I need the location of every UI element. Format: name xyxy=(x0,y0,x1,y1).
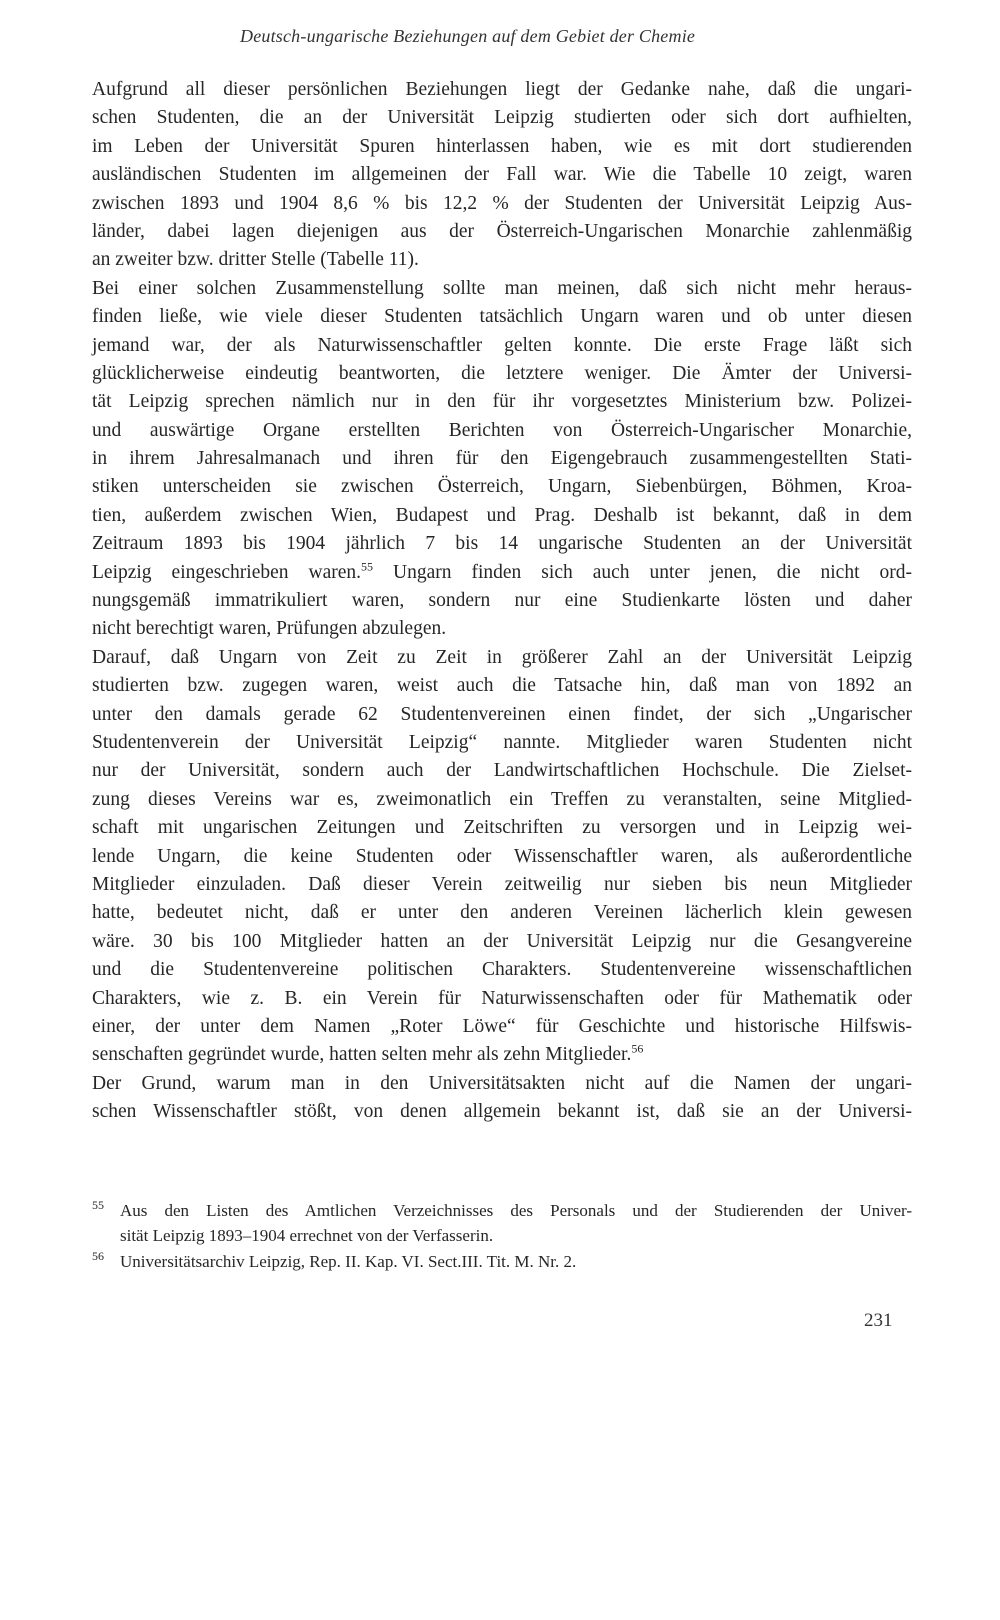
footnotes xyxy=(92,1198,912,1275)
footnote-reference-55: 55 xyxy=(361,559,374,574)
text-line-with-footnote xyxy=(92,559,912,587)
paragraph-3 xyxy=(92,644,912,1070)
text-line: schaft mit ungarischen Zeitungen und Zeitschriften zu versorgen und in Leipzig wei- xyxy=(92,817,912,839)
text-line: lende Ungarn, die keine Studenten oder Wissenschaftler waren, als außerordentliche xyxy=(92,845,912,867)
text-line: ausländischen Studenten im allgemeinen der Fall war. Wie die Tabelle 10 zeigt, waren xyxy=(92,164,912,186)
running-header: Deutsch-ungarische Beziehungen auf dem Gebiet der Chemie xyxy=(240,26,696,46)
paragraph-4 xyxy=(92,1070,912,1127)
body-text xyxy=(92,76,912,1126)
text-line: wäre. 30 bis 100 Mitglieder hatten an der Universität Leipzig nur die Gesangvereine xyxy=(92,930,912,952)
text-line: nungsgemäß immatrikuliert waren, sondern nur eine Studienkarte lösten und daher xyxy=(92,590,912,612)
text-line: in ihrem Jahresalmanach und ihren für den Eigengebrauch zusammengestellten Stati- xyxy=(92,448,912,470)
text-line: schen Wissenschaftler stößt, von denen allgemein bekannt ist, daß sie an der Universi- xyxy=(92,1101,912,1123)
text-line: unter den damals gerade 62 Studentenvereinen einen findet, der sich „Ungarischer xyxy=(92,703,912,725)
text-segment: senschaften gegründet wurde, hatten selten mehr als zehn Mitglieder. xyxy=(92,1044,632,1066)
footnote-56 xyxy=(92,1249,912,1274)
text-line: tät Leipzig sprechen nämlich nur in den für ihr vorgesetztes Ministerium bzw. Polizei- xyxy=(92,391,912,413)
text-line: Zeitraum 1893 bis 1904 jährlich 7 bis 14 ungarische Studenten an der Universität xyxy=(92,533,912,555)
text-line: Aufgrund all dieser persönlichen Beziehungen liegt der Gedanke nahe, daß die ungari- xyxy=(92,79,912,100)
footnote-line: Universitätsarchiv Leipzig, Rep. II. Kap. VI. Sect.III. Tit. M. Nr. 2. xyxy=(120,1252,577,1271)
text-line: länder, dabei lagen diejenigen aus der Österreich-Ungarischen Monarchie zahlenmäßig xyxy=(92,220,912,242)
text-line: im Leben der Universität Spuren hinterlassen haben, wie es mit dort studierenden xyxy=(92,135,912,157)
text-line: stiken unterscheiden sie zwischen Österreich, Ungarn, Siebenbürgen, Böhmen, Kroa- xyxy=(92,476,912,498)
text-line: einer, der unter dem Namen „Roter Löwe“ für Geschichte und historische Hilfswis- xyxy=(92,1015,912,1037)
footnote-55 xyxy=(92,1198,912,1248)
paragraph-1 xyxy=(92,76,912,275)
text-segment: Leipzig eingeschrieben waren. xyxy=(92,561,362,583)
text-line-with-footnote xyxy=(92,1041,912,1069)
text-line: Studentenverein der Universität Leipzig“ nannte. Mitglieder waren Studenten nicht xyxy=(92,731,912,753)
text-line: nur der Universität, sondern auch der Landwirtschaftlichen Hochschule. Die Zielset- xyxy=(92,760,912,782)
text-line: Bei einer solchen Zusammenstellung sollte man meinen, daß sich nicht mehr heraus- xyxy=(92,277,912,299)
text-line: glücklicherweise eindeutig beantworten, die letztere weniger. Die Ämter der Universi- xyxy=(92,362,912,384)
text-line: schen Studenten, die an der Universität Leipzig studierten oder sich dort aufhielten, xyxy=(92,107,912,129)
text-line: Mitglieder einzuladen. Daß dieser Verein zeitweilig nur sieben bis neun Mitglieder xyxy=(92,873,912,895)
footnote-line: sität Leipzig 1893–1904 errechnet von der Verfasserin. xyxy=(120,1226,494,1245)
text-line: studierten bzw. zugegen waren, weist auch die Tatsache hin, daß man von 1892 an xyxy=(92,675,912,697)
text-line: jemand war, der als Naturwissenschaftler gelten konnte. Die erste Frage läßt sich xyxy=(92,334,912,356)
text-line: tien, außerdem zwischen Wien, Budapest und Prag. Deshalb ist bekannt, daß in dem xyxy=(92,504,912,526)
text-line: und die Studentenvereine politischen Charakters. Studentenvereine wissenschaftlichen xyxy=(92,959,912,981)
text-line: hatte, bedeutet nicht, daß er unter den anderen Vereinen lächerlich klein gewesen xyxy=(92,902,912,924)
footnote-number: 55 xyxy=(92,1198,104,1212)
text-line: nicht berechtigt waren, Prüfungen abzulegen. xyxy=(92,618,447,640)
text-line: Charakters, wie z. B. ein Verein für Naturwissenschaften oder für Mathematik oder xyxy=(92,987,912,1009)
text-line: Der Grund, warum man in den Universitätsakten nicht auf die Namen der ungari- xyxy=(92,1072,912,1094)
text-line: finden ließe, wie viele dieser Studenten tatsächlich Ungarn waren und ob unter diesen xyxy=(92,306,912,328)
text-line: an zweiter bzw. dritter Stelle (Tabelle 11). xyxy=(92,249,419,271)
paragraph-2 xyxy=(92,275,912,644)
text-segment: Ungarn finden sich auch unter jenen, die nicht ord- xyxy=(373,561,912,583)
text-line: und auswärtige Organe erstellten Berichten von Österreich-Ungarischer Monarchie, xyxy=(92,419,912,441)
text-line: zwischen 1893 und 1904 8,6 % bis 12,2 % der Studenten der Universität Leipzig Aus- xyxy=(92,192,912,214)
footnote-number: 56 xyxy=(92,1249,104,1263)
text-line: Darauf, daß Ungarn von Zeit zu Zeit in größerer Zahl an der Universität Leipzig xyxy=(92,646,912,668)
text-line: zung dieses Vereins war es, zweimonatlich ein Treffen zu veranstalten, seine Mitglied- xyxy=(92,788,912,810)
footnote-reference-56: 56 xyxy=(631,1041,644,1056)
footnote-line: Aus den Listen des Amtlichen Verzeichnisses des Personals und der Studierenden der Univer- xyxy=(120,1201,912,1220)
page-number: 231 xyxy=(864,1310,893,1331)
